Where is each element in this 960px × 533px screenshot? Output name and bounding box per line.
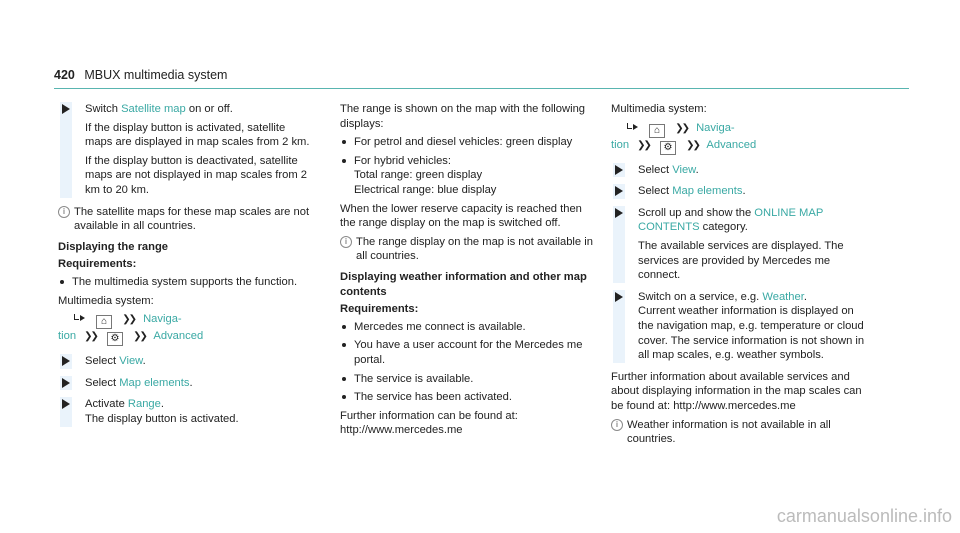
arrow-right-icon xyxy=(62,104,70,114)
arrow-right-icon xyxy=(615,208,623,218)
step-text: The display button is activated. xyxy=(85,412,239,425)
home-icon[interactable]: ⌂ xyxy=(649,124,665,138)
double-chevron-icon: ❯❯ xyxy=(686,139,699,151)
header-rule xyxy=(54,88,909,89)
step-text: If the display button is activated, satellite maps are displayed in map scales from 2 km. xyxy=(85,121,310,149)
settings-icon[interactable]: ⚙ xyxy=(660,141,676,155)
map-elements-link[interactable]: Map elements xyxy=(119,376,190,389)
section-heading: Displaying weather information and other map contents xyxy=(340,270,587,298)
page-header xyxy=(54,68,227,82)
arrow-right-icon xyxy=(62,378,70,388)
arrow-right-icon xyxy=(62,356,70,366)
paragraph: When the lower reserve capacity is reached then the range display on the map is switched off. xyxy=(340,202,582,230)
column-1 xyxy=(58,102,313,434)
requirements-label: Requirements: xyxy=(340,303,419,316)
page-number: 420 xyxy=(54,68,75,82)
paragraph: Further information about available services and about displaying information in the map scales can be found at: http://www.mercedes.me xyxy=(611,370,862,412)
requirement-item: The service has been activated. xyxy=(340,390,595,405)
requirement-item: The service is available. xyxy=(340,372,595,387)
satellite-map-link[interactable]: Satellite map xyxy=(121,103,186,115)
step-satellite-map: Switch Satellite map on or off. If the display button is activated, satellite maps are displayed in map scales from 2 km. If the display button is deactivated, satellite maps are not displayed in map scales from 2 km to 20 km. xyxy=(58,102,313,198)
return-arrow-icon xyxy=(627,123,638,132)
section-heading: Displaying the range xyxy=(58,240,169,253)
menu-path xyxy=(58,312,313,346)
column-3 xyxy=(611,102,866,452)
note: i Weather information is not available in all countries. xyxy=(611,418,866,447)
double-chevron-icon: ❯❯ xyxy=(675,122,688,134)
info-icon: i xyxy=(611,419,623,431)
map-elements-link[interactable]: Map elements xyxy=(672,185,743,198)
system-label: Multimedia system: xyxy=(58,294,154,307)
menu-path xyxy=(611,121,866,155)
paragraph: The range is shown on the map with the following displays: xyxy=(340,103,586,130)
settings-icon[interactable]: ⚙ xyxy=(107,332,123,346)
double-chevron-icon: ❯❯ xyxy=(122,314,135,326)
note: i The satellite maps for these map scales are not available in all countries. xyxy=(58,205,313,234)
arrow-right-icon xyxy=(615,165,623,175)
navigation-link[interactable]: tion xyxy=(58,330,77,343)
navigation-link[interactable]: tion xyxy=(611,138,630,151)
advanced-link[interactable]: Advanced xyxy=(706,138,757,151)
step-map-elements: Select Map elements. xyxy=(58,376,313,391)
arrow-right-icon xyxy=(62,399,70,409)
system-label: Multimedia system: xyxy=(611,103,707,115)
double-chevron-icon: ❯❯ xyxy=(84,331,97,343)
step-text: Current weather information is displayed on the navigation map, e.g. temperature or cloud cover. The service information is not shown in all map scales, e.g. weather symbols. xyxy=(638,305,865,362)
weather-link[interactable]: Weather xyxy=(762,290,804,303)
arrow-right-icon xyxy=(615,292,623,302)
step-activate-range: Activate Range. The display button is activated. xyxy=(58,397,313,426)
info-icon: i xyxy=(58,206,70,218)
step-text: The available services are displayed. The services are provided by Mercedes me connect. xyxy=(638,239,844,282)
arrow-right-icon xyxy=(615,186,623,196)
step-select-view: Select View. xyxy=(58,354,313,369)
watermark: carmanualsonline.info xyxy=(776,506,952,526)
requirements-label: Requirements: xyxy=(58,258,137,271)
view-link[interactable]: View xyxy=(119,355,143,368)
list-item: For hybrid vehicles: Total range: green display Electrical range: blue display xyxy=(340,154,595,198)
home-icon[interactable]: ⌂ xyxy=(96,315,112,329)
advanced-link[interactable]: Advanced xyxy=(153,330,204,343)
info-icon: i xyxy=(340,236,352,248)
step-text: If the display button is deactivated, satellite maps are not displayed in map scales from 2 km to 20 km. xyxy=(85,154,307,196)
navigation-link[interactable]: Naviga- xyxy=(696,121,735,134)
step-select-view: Select View. xyxy=(611,163,866,178)
step-online-map-contents: Scroll up and show the ONLINE MAP CONTENTS category. The available services are displayed. The services are provided by Mercedes me connect. xyxy=(611,206,866,283)
requirement-item: You have a user account for the Mercedes me portal. xyxy=(340,338,595,367)
double-chevron-icon: ❯❯ xyxy=(637,139,650,151)
view-link[interactable]: View xyxy=(672,163,696,176)
note: i The range display on the map is not available in all countries. xyxy=(340,235,595,264)
list-item: For petrol and diesel vehicles: green display xyxy=(340,135,595,150)
requirement-item: Mercedes me connect is available. xyxy=(340,320,595,335)
step-map-elements: Select Map elements. xyxy=(611,184,866,199)
online-map-contents-link[interactable]: ONLINE MAP CONTENTS xyxy=(638,206,824,234)
navigation-link[interactable]: Naviga- xyxy=(143,313,182,326)
paragraph: Further information can be found at: http://www.mercedes.me xyxy=(340,409,518,437)
double-chevron-icon: ❯❯ xyxy=(133,331,146,343)
page-title: MBUX multimedia system xyxy=(84,68,228,82)
step-weather: Switch on a service, e.g. Weather. Current weather information is displayed on the navigation map, e.g. temperature or cloud cover. The service information is not shown in all map scales, e.g. weather symbols. xyxy=(611,290,866,363)
requirement-item: The multimedia system supports the function. xyxy=(58,275,313,290)
range-link[interactable]: Range xyxy=(127,398,161,411)
column-2 xyxy=(340,102,595,442)
return-arrow-icon xyxy=(74,314,85,323)
